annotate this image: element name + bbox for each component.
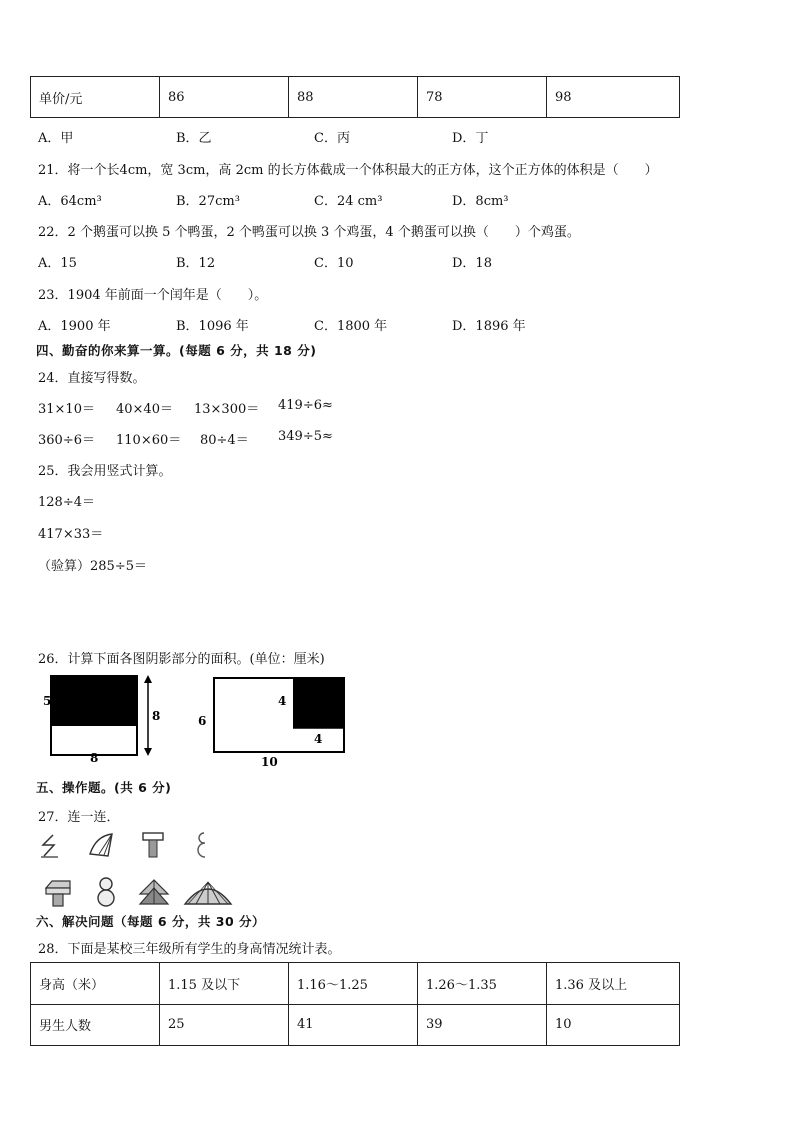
table-cell: 86: [160, 77, 289, 118]
table-row: [31, 77, 680, 118]
q23-option-c: C．1800 年: [314, 319, 388, 334]
table-cell: 单价/元: [31, 77, 160, 118]
q21-option-a: A．64cm³: [38, 194, 102, 209]
table-cell: 1.16～1.25: [289, 963, 418, 1005]
section-6-title: 六、解决问题（每题 6 分，共 30 分）: [36, 914, 266, 929]
tent-object-icon: [138, 878, 170, 908]
snowman-object-icon: [94, 876, 118, 908]
q20-option-d: D．丁: [452, 131, 489, 146]
fig2-inner-bottom-label: 4: [314, 732, 323, 746]
q22-option-c: C．10: [314, 256, 354, 271]
q25-item: 417×33＝: [38, 527, 104, 542]
table-cell: 男生人数: [31, 1004, 160, 1046]
table-cell: 41: [289, 1004, 418, 1046]
arrow-head-down: [144, 748, 152, 756]
lightning-shape-icon: [38, 832, 62, 860]
q26-figure-2: [194, 674, 354, 770]
q24-item: 13×300＝: [194, 402, 260, 417]
fig2-left-label: 6: [198, 714, 207, 728]
q23-option-b: B．1096 年: [176, 319, 249, 334]
q25-item: （验算）285÷5＝: [38, 559, 147, 574]
q21-stem: 21．将一个长4cm，宽 3cm，高 2cm 的长方体截成一个体积最大的正方体，这个正方体的体积是（ ）: [38, 163, 658, 178]
shaded-region: [51, 676, 137, 726]
umbrella-side-icon: [86, 830, 118, 860]
q20-option-b: B．乙: [176, 131, 212, 146]
q28-stem: 28．下面是某校三年级所有学生的身高情况统计表。: [38, 942, 341, 957]
q22-option-b: B．12: [176, 256, 216, 271]
arrow-head-up: [144, 675, 152, 683]
section-5-title: 五、操作题。(共 6 分): [36, 780, 172, 795]
fig1-side-label: 5: [43, 694, 52, 708]
shaded-square: [293, 678, 344, 728]
q25-item: 128÷4＝: [38, 495, 95, 510]
q25-stem: 25．我会用竖式计算。: [38, 464, 172, 479]
q22-option-d: D．18: [452, 256, 492, 271]
q24-stem: 24．直接写得数。: [38, 371, 146, 386]
fig1-bottom-label: 8: [90, 751, 99, 762]
q24-item: 31×10＝: [38, 402, 95, 417]
q24-item: 40×40＝: [116, 402, 173, 417]
q21-option-c: C．24 cm³: [314, 194, 383, 209]
table-cell: 10: [547, 1004, 680, 1046]
table-cell: 98: [547, 77, 680, 118]
umbrella-object-icon: [182, 878, 234, 908]
q23-option-d: D．1896 年: [452, 319, 526, 334]
q24-item: 110×60＝: [116, 433, 182, 448]
q22-option-a: A．15: [38, 256, 77, 271]
table-cell: 78: [418, 77, 547, 118]
q23-stem: 23．1904 年前面一个闰年是（ ）。: [38, 288, 268, 303]
q22-stem: 22．2 个鹅蛋可以换 5 个鸭蛋，2 个鸭蛋可以换 3 个鸡蛋，4 个鹅蛋可以换（ ）个鸡蛋。: [38, 225, 580, 240]
q20-option-a: A．甲: [38, 131, 74, 146]
table-cell: 1.36 及以上: [547, 963, 680, 1005]
table-cell: 1.15 及以下: [160, 963, 289, 1005]
table-cell: 39: [418, 1004, 547, 1046]
table-object-icon: [42, 878, 74, 908]
q21-option-b: B．27cm³: [176, 194, 240, 209]
q27-stem: 27．连一连．: [38, 810, 120, 825]
height-stats-table: [30, 962, 680, 1046]
q24-item: 349÷5≈: [278, 429, 333, 444]
stool-top-icon: [140, 830, 166, 860]
q24-item: 360÷6＝: [38, 433, 95, 448]
snowman-side-icon: [192, 830, 212, 860]
table-row: [31, 1004, 680, 1046]
fig1-height-label: 8: [152, 709, 161, 723]
table-header-row: [31, 963, 680, 1005]
fig2-bottom-label: 10: [261, 755, 278, 769]
q24-item: 419÷6≈: [278, 398, 333, 413]
q26-figure-1: [40, 672, 170, 762]
table-cell: 身高（米）: [31, 963, 160, 1005]
price-table: [30, 76, 680, 118]
q20-option-c: C．丙: [314, 131, 350, 146]
section-4-title: 四、勤奋的你来算一算。(每题 6 分，共 18 分): [36, 343, 317, 358]
q26-stem: 26．计算下面各图阴影部分的面积。(单位：厘米): [38, 652, 325, 667]
fig2-inner-top-label: 4: [278, 694, 287, 708]
q23-option-a: A．1900 年: [38, 319, 111, 334]
q24-item: 80÷4＝: [200, 433, 249, 448]
table-cell: 25: [160, 1004, 289, 1046]
table-cell: 1.26～1.35: [418, 963, 547, 1005]
q21-option-d: D．8cm³: [452, 194, 509, 209]
table-cell: 88: [289, 77, 418, 118]
